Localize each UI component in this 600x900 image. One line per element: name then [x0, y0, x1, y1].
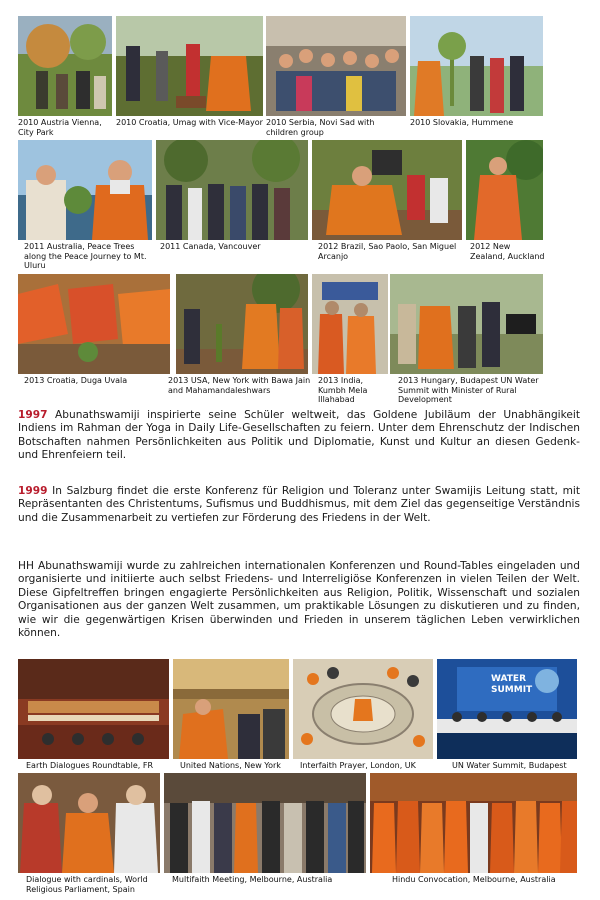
caption-interfaith-prayer: Interfaith Prayer, London, UK — [300, 761, 416, 770]
photo-newzealand-auckland-image — [466, 140, 543, 240]
photo-interfaith-prayer — [293, 659, 433, 759]
caption-slovakia-hummene: 2010 Slovakia, Hummene — [410, 118, 514, 127]
caption-brazil-saopaolo: 2012 Brazil, Sao Paolo, San Miguel Arcanjo — [318, 242, 457, 261]
photo-croatia-umag — [116, 16, 263, 116]
photo-united-nations — [173, 659, 289, 759]
photo-hindu-convocation — [370, 773, 577, 873]
photo-slovakia-hummene — [410, 16, 543, 116]
caption-austria-vienna: 2010 Austria Vienna, City Park — [18, 118, 102, 137]
caption-india-kumbh: 2013 India, Kumbh Mela Illahabad — [318, 376, 368, 404]
photo-slovakia-hummene-image — [410, 16, 543, 116]
photo-hungary-budapest-image — [390, 274, 543, 374]
year-1999: 1999 — [18, 485, 48, 497]
photo-canada-vancouver — [156, 140, 308, 240]
photo-newzealand-auckland — [466, 140, 543, 240]
photo-un-water-summit — [437, 659, 577, 759]
paragraph-1997 — [18, 409, 580, 463]
caption-earth-dialogues: Earth Dialogues Roundtable, FR — [26, 761, 153, 770]
caption-dialogue-cardinals: Dialogue with cardinals, World Religious Parliament, Spain — [26, 875, 148, 894]
water-summit-word-2: SUMMIT — [491, 685, 533, 695]
photo-multifaith-meeting-image — [164, 773, 366, 873]
paragraph-1999-text: In Salzburg findet die erste Konferenz für Religion und Toleranz unter Swamijis Leitung statt, mit Repräsentanten des Christentums, Sufismus und Buddhismus, mit dem Ziel das gegenseitige Verständnis und die Zusammenarbeit zu vertiefen zur Förderung des Friedens in der Welt. — [18, 485, 580, 524]
photo-brazil-saopaolo — [312, 140, 462, 240]
paragraph-1999 — [18, 485, 580, 525]
caption-australia-uluru: 2011 Australia, Peace Trees along the Peace Journey to Mt. Uluru — [24, 242, 147, 270]
caption-multifaith-meeting: Multifaith Meeting, Melbourne, Australia — [172, 875, 333, 884]
photo-croatia-dugauvala-image — [18, 274, 170, 374]
photo-canada-vancouver-image — [156, 140, 308, 240]
paragraph-conferences — [18, 560, 580, 640]
caption-serbia-novisad: 2010 Serbia, Novi Sad with children group — [266, 118, 375, 137]
photo-multifaith-meeting — [164, 773, 366, 873]
photo-serbia-novisad-image — [266, 16, 406, 116]
photo-india-kumbh-image — [312, 274, 388, 374]
water-summit-word-1: WATER — [491, 674, 527, 684]
caption-hungary-budapest: 2013 Hungary, Budapest UN Water Summit with Minister of Rural Development — [398, 376, 539, 404]
photo-austria-vienna-image — [18, 16, 112, 116]
photo-united-nations-image — [173, 659, 289, 759]
photo-croatia-umag-image — [116, 16, 263, 116]
caption-hindu-convocation: Hindu Convocation, Melbourne, Australia — [392, 875, 556, 884]
photo-earth-dialogues — [18, 659, 169, 759]
caption-un-water-summit: UN Water Summit, Budapest — [452, 761, 567, 770]
caption-croatia-dugauvala: 2013 Croatia, Duga Uvala — [24, 376, 128, 385]
photo-croatia-dugauvala — [18, 274, 170, 374]
paragraph-1997-text: Abunathswamiji inspirierte seine Schüler weltweit, das Goldene Jubiläum der Unabhängikeit Indiens im Rahman der Yoga in Daily Life-Gesellschaften zu feiern. Unter dem Ehrenschutz der Indischen Botschaften nahmen Persönlichkeiten aus Politik und Diplomatie, Kunst und Kultur an diesen Gedenk- und Ehrenfeiern teil. — [18, 409, 580, 462]
paragraph-conferences-text: HH Abunathswamiji wurde zu zahlreichen internationalen Konferenzen und Round-Tables eingeladen und organisierte und initiierte auch selbst Friedens- und Interreligiöse Konferenzen in vielen Teilen der Welt. Diese Gipfeltreffen bringen engagierte Persönlichkeiten aus Religion, Politik, Wissenschaft und sozialen Organisationen aus der ganzen Welt zusammen, um praktikable Lösungen zu diskutieren und zu finden, wie wir die gegenwärtigen Krisen überwinden und Frieden in unserem täglichen Leben verwirklichen können. — [18, 560, 580, 640]
photo-austria-vienna — [18, 16, 112, 116]
photo-earth-dialogues-image — [18, 659, 169, 759]
caption-usa-newyork: 2013 USA, New York with Bawa Jain and Mahamandaleshwars — [168, 376, 311, 395]
caption-newzealand-auckland: 2012 New Zealand, Auckland — [470, 242, 545, 261]
photo-australia-uluru — [18, 140, 152, 240]
photo-australia-uluru-image — [18, 140, 152, 240]
photo-dialogue-cardinals — [18, 773, 160, 873]
caption-canada-vancouver: 2011 Canada, Vancouver — [160, 242, 261, 251]
photo-india-kumbh — [312, 274, 388, 374]
photo-interfaith-prayer-image — [293, 659, 433, 759]
photo-dialogue-cardinals-image — [18, 773, 160, 873]
photo-usa-newyork-image — [176, 274, 308, 374]
photo-hungary-budapest — [390, 274, 543, 374]
photo-hindu-convocation-image — [370, 773, 577, 873]
photo-usa-newyork — [176, 274, 308, 374]
photo-un-water-summit-image — [437, 659, 577, 759]
photo-brazil-saopaolo-image — [312, 140, 462, 240]
caption-croatia-umag: 2010 Croatia, Umag with Vice-Mayor — [116, 118, 263, 127]
photo-serbia-novisad — [266, 16, 406, 116]
caption-united-nations: United Nations, New York — [180, 761, 281, 770]
year-1997: 1997 — [18, 409, 48, 421]
